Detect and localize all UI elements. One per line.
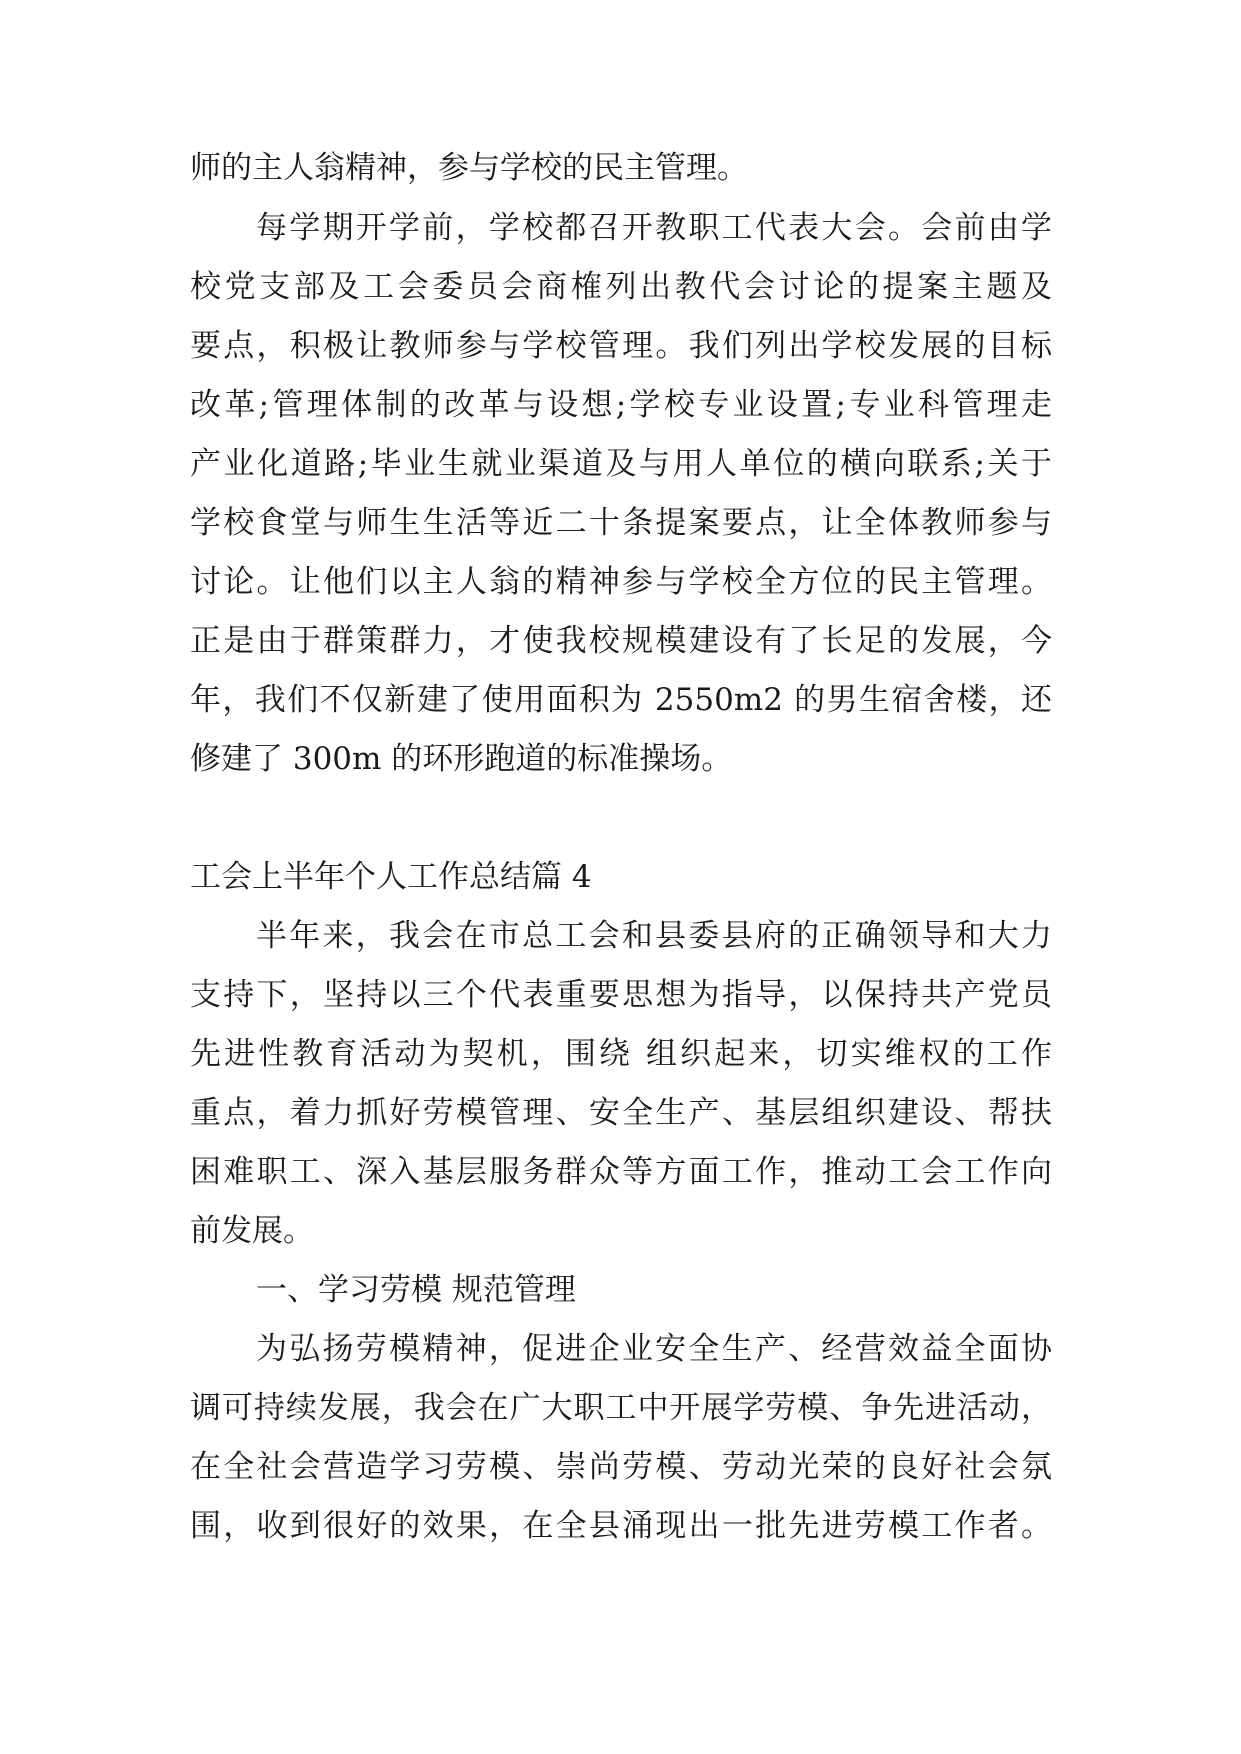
paragraph-line: 前发展。 (190, 1213, 314, 1249)
paragraph-line: 正是由于群策群力，才使我校规模建设有了长足的发展，今 (190, 623, 1052, 659)
paragraph-line: 产业化道路;毕业生就业渠道及与用人单位的横向联系;关于 (190, 446, 1052, 482)
section-heading: 工会上半年个人工作总结篇 4 (190, 859, 592, 895)
paragraph-line: 支持下，坚持以三个代表重要思想为指导，以保持共产党员 (190, 977, 1052, 1013)
paragraph-line: 重点，着力抓好劳模管理、安全生产、基层组织建设、帮扶 (190, 1095, 1052, 1131)
paragraph-line: 调可持续发展，我会在广大职工中开展学劳模、争先进活动， (190, 1390, 1052, 1426)
paragraph-line: 围，收到很好的效果，在全县涌现出一批先进劳模工作者。 (190, 1508, 1052, 1544)
paragraph-line: 师的主人翁精神，参与学校的民主管理。 (190, 150, 748, 186)
paragraph-line: 学校食堂与师生生活等近二十条提案要点，让全体教师参与 (190, 505, 1052, 541)
paragraph-line: 半年来，我会在市总工会和县委县府的正确领导和大力 (256, 918, 1052, 954)
paragraph-line: 年，我们不仅新建了使用面积为 2550m2 的男生宿舍楼，还 (190, 682, 1052, 718)
paragraph-line: 困难职工、深入基层服务群众等方面工作，推动工会工作向 (190, 1154, 1052, 1190)
paragraph-line: 在全社会营造学习劳模、崇尚劳模、劳动光荣的良好社会氛 (190, 1449, 1052, 1485)
paragraph-line: 先进性教育活动为契机，围绕 组织起来，切实维权的工作 (190, 1036, 1052, 1072)
paragraph-line: 讨论。让他们以主人翁的精神参与学校全方位的民主管理。 (190, 564, 1052, 600)
paragraph-line: 改革;管理体制的改革与设想;学校专业设置;专业科管理走 (190, 387, 1052, 423)
paragraph-line: 要点，积极让教师参与学校管理。我们列出学校发展的目标 (190, 328, 1052, 364)
paragraph-line: 每学期开学前，学校都召开教职工代表大会。会前由学 (256, 210, 1052, 246)
paragraph-line: 修建了 300m 的环形跑道的标准操场。 (190, 741, 733, 777)
paragraph-line: 校党支部及工会委员会商榷列出教代会讨论的提案主题及 (190, 269, 1052, 305)
paragraph-line: 为弘扬劳模精神，促进企业安全生产、经营效益全面协 (256, 1331, 1052, 1367)
subsection-heading: 一、学习劳模 规范管理 (256, 1272, 576, 1308)
